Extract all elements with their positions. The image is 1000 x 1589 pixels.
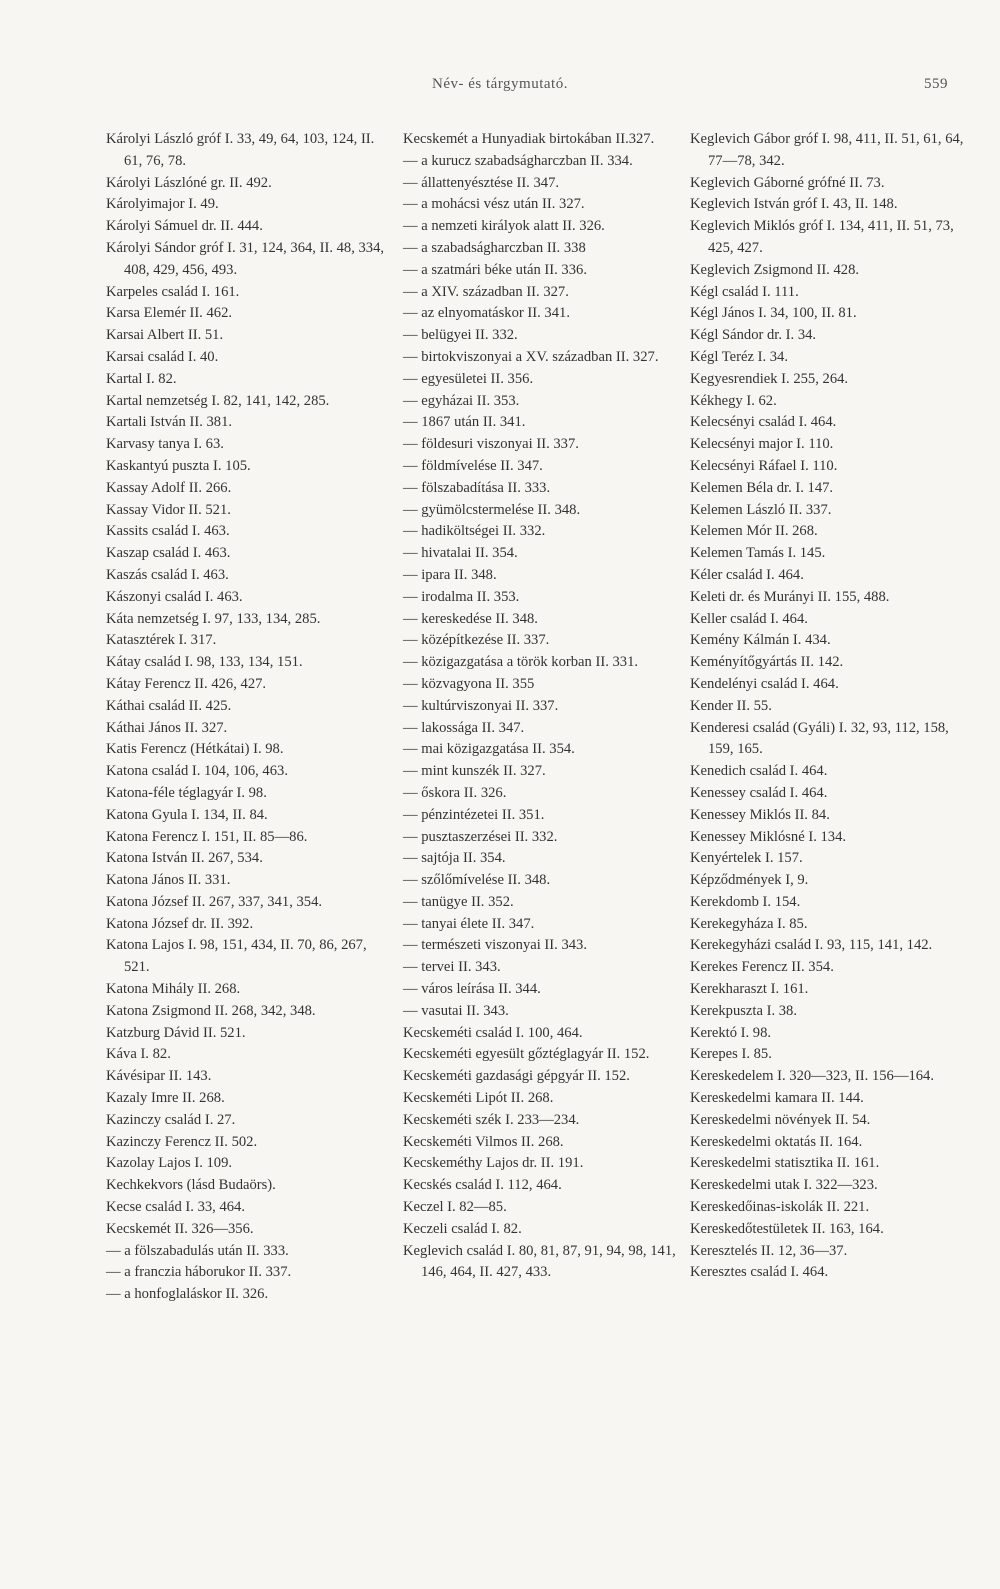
- index-entry: — hivatalai II. 354.: [403, 545, 518, 562]
- index-entry: Káta nemzetség I. 97, 133, 134, 285.: [106, 610, 321, 627]
- index-entry: Kenyértelek I. 157.: [690, 850, 803, 867]
- index-entry: Keglevich Gábor gróf I. 98, 411, II. 51, 61, 64, 77—78, 342.: [690, 131, 964, 169]
- index-entry: — mint kunszék II. 327.: [403, 763, 546, 780]
- index-entry: — őskora II. 326.: [403, 784, 507, 801]
- index-entry: Kecskeméti szék I. 233—234.: [403, 1111, 580, 1128]
- index-entry: Keglevich Miklós gróf I. 134, 411, II. 51, 73, 425, 427.: [690, 218, 954, 256]
- index-entry: Katona János II. 331.: [106, 872, 231, 889]
- index-entry: Kereskedőtestületek II. 163, 164.: [690, 1220, 884, 1237]
- index-column-right: [690, 129, 972, 1284]
- index-entry: Kecskeméti család I. 100, 464.: [403, 1024, 583, 1041]
- index-entry: Kendelényi család I. 464.: [690, 675, 839, 692]
- index-entry: Katona Zsigmond II. 268, 342, 348.: [106, 1002, 316, 1019]
- index-entry: Katona József II. 267, 337, 341, 354.: [106, 893, 323, 910]
- index-entry: Kerekpuszta I. 38.: [690, 1002, 797, 1019]
- index-entry: Kecskeméti egyesült gőztéglagyár II. 152.: [403, 1046, 650, 1063]
- index-entry: Képződmények I, 9.: [690, 872, 809, 889]
- index-entry: — földmívelése II. 347.: [403, 457, 543, 474]
- index-entry: Katona István II. 267, 534.: [106, 850, 263, 867]
- index-entry: Keller család I. 464.: [690, 610, 808, 627]
- index-entry: Kereskedelem I. 320—323, II. 156—164.: [690, 1068, 934, 1085]
- index-entry: Kászonyi család I. 463.: [106, 588, 243, 605]
- index-entry: — város leírása II. 344.: [403, 981, 541, 998]
- index-entry: Kelecsényi Ráfael I. 110.: [690, 457, 838, 474]
- index-entry: Katasztérek I. 317.: [106, 632, 217, 649]
- index-entry: — lakossága II. 347.: [403, 719, 525, 736]
- index-entry: Kelecsényi major I. 110.: [690, 436, 834, 453]
- index-entry: Karsa Elemér II. 462.: [106, 305, 233, 322]
- index-entry: — ipara II. 348.: [403, 566, 497, 583]
- index-entry: — tervei II. 343.: [403, 959, 501, 976]
- index-entry: — a franczia háborukor II. 337.: [106, 1264, 292, 1281]
- index-entry: Keczel I. 82—85.: [403, 1199, 507, 1216]
- index-entry: Kartali István II. 381.: [106, 414, 233, 431]
- index-entry: Kazolay Lajos I. 109.: [106, 1155, 233, 1172]
- index-entry: Kelemen Tamás I. 145.: [690, 545, 826, 562]
- index-entry: Kassay Vidor II. 521.: [106, 501, 231, 518]
- index-entry: Katona Mihály II. 268.: [106, 981, 241, 998]
- running-header-title: Név- és tárgymutató.: [432, 76, 568, 92]
- index-entry: Kaszás család I. 463.: [106, 566, 229, 583]
- index-entry: — az elnyomatáskor II. 341.: [403, 305, 570, 322]
- index-entry: Karsai család I. 40.: [106, 348, 219, 365]
- index-entry: — a XIV. században II. 327.: [403, 283, 569, 300]
- index-entry: — kereskedése II. 348.: [403, 610, 538, 627]
- index-entry: — középítkezése II. 337.: [403, 632, 550, 649]
- index-entry: Kereskedelmi statisztika II. 161.: [690, 1155, 880, 1172]
- index-entry: Kerekharaszt I. 161.: [690, 981, 809, 998]
- index-entry: Kégl család I. 111.: [690, 283, 799, 300]
- index-entry: — birtokviszonyai a XV. században II. 327.: [403, 348, 659, 365]
- index-entry: Kerektó I. 98.: [690, 1024, 772, 1041]
- index-column-middle: [403, 129, 685, 1284]
- index-entry: — hadiköltségei II. 332.: [403, 523, 546, 540]
- index-entry: Kecskemét II. 326—356.: [106, 1220, 254, 1237]
- index-entry: Kegyesrendiek I. 255, 264.: [690, 370, 849, 387]
- index-entry: Kelemen Béla dr. I. 147.: [690, 479, 834, 496]
- index-entry: Kelemen Mór II. 268.: [690, 523, 818, 540]
- index-entry: Katona Gyula I. 134, II. 84.: [106, 806, 268, 823]
- index-entry: Karpeles család I. 161.: [106, 283, 240, 300]
- index-entry: Kecskeméti Lipót II. 268.: [403, 1090, 554, 1107]
- index-entry: — belügyei II. 332.: [403, 327, 518, 344]
- index-entry: Katzburg Dávid II. 521.: [106, 1024, 246, 1041]
- index-entry: — gyümölcstermelése II. 348.: [403, 501, 581, 518]
- index-entry: — közvagyona II. 355: [403, 675, 535, 692]
- index-entry: Keresztes család I. 464.: [690, 1264, 829, 1281]
- index-entry: — állattenyésztése II. 347.: [403, 174, 560, 191]
- index-entry: — pusztaszerzései II. 332.: [403, 828, 558, 845]
- index-entry: Kazinczy család I. 27.: [106, 1111, 236, 1128]
- index-entry: — a fölszabadulás után II. 333.: [106, 1242, 289, 1259]
- index-entry: Katona család I. 104, 106, 463.: [106, 763, 288, 780]
- index-entry: Kenessey Miklósné I. 134.: [690, 828, 847, 845]
- index-entry: Káthai család II. 425.: [106, 697, 232, 714]
- index-entry: — szőlőmívelése II. 348.: [403, 872, 551, 889]
- index-entry: — a nemzeti királyok alatt II. 326.: [403, 218, 605, 235]
- index-entry: Kékhegy I. 62.: [690, 392, 777, 409]
- index-entry: Kechkekvors (lásd Budaörs).: [106, 1177, 276, 1194]
- index-entry: Kávésipar II. 143.: [106, 1068, 212, 1085]
- index-entry: Kaszap család I. 463.: [106, 545, 231, 562]
- index-entry: Katona Lajos I. 98, 151, 434, II. 70, 86, 267, 521.: [106, 937, 367, 976]
- index-entry: Kerekegyháza I. 85.: [690, 915, 808, 932]
- index-entry: Keglevich István gróf I. 43, II. 148.: [690, 196, 898, 213]
- index-entry: Katona József dr. II. 392.: [106, 915, 254, 932]
- index-entry: Kerekegyházi család I. 93, 115, 141, 142.: [690, 937, 933, 954]
- index-entry: — természeti viszonyai II. 343.: [403, 937, 587, 954]
- index-entry: — a mohácsi vész után II. 327.: [403, 196, 585, 213]
- index-entry: Keleti dr. és Murányi II. 155, 488.: [690, 588, 890, 605]
- index-entry: Katis Ferencz (Hétkátai) I. 98.: [106, 741, 284, 758]
- index-entry: Káva I. 82.: [106, 1046, 171, 1063]
- index-entry: Kereskedőinas-iskolák II. 221.: [690, 1199, 870, 1216]
- index-entry: Kenderesi család (Gyáli) I. 32, 93, 112, 158, 159, 165.: [690, 719, 949, 758]
- index-entry: — a szatmári béke után II. 336.: [403, 261, 587, 278]
- index-entry: Kerekes Ferencz II. 354.: [690, 959, 834, 976]
- index-entry: — sajtója II. 354.: [403, 850, 506, 867]
- index-entry: Kerepes I. 85.: [690, 1046, 772, 1063]
- index-entry: Kassay Adolf II. 266.: [106, 479, 232, 496]
- index-entry: Kassits család I. 463.: [106, 523, 230, 540]
- index-entry: — mai közigazgatása II. 354.: [403, 741, 575, 758]
- index-entry: Kartal I. 82.: [106, 370, 177, 387]
- page-number: 559: [924, 76, 948, 92]
- index-entry: Kátay család I. 98, 133, 134, 151.: [106, 654, 303, 671]
- index-entry: Keglevich Gáborné grófné II. 73.: [690, 174, 885, 191]
- index-entry: Kecse család I. 33, 464.: [106, 1199, 245, 1216]
- index-entry: — a szabadságharczban II. 338: [403, 239, 586, 256]
- index-entry: — vasutai II. 343.: [403, 1002, 509, 1019]
- index-entry: Kecskeméthy Lajos dr. II. 191.: [403, 1155, 584, 1172]
- index-entry: — a honfoglaláskor II. 326.: [106, 1286, 269, 1303]
- index-entry: Kégl Sándor dr. I. 34.: [690, 327, 817, 344]
- index-entry: — tanyai élete II. 347.: [403, 915, 535, 932]
- index-entry: Károlyi Sándor gróf I. 31, 124, 364, II. 48, 334, 408, 429, 456, 493.: [106, 239, 385, 278]
- index-entry: Károlyi László gróf I. 33, 49, 64, 103, 124, II. 61, 76, 78.: [106, 131, 375, 169]
- index-entry: — fölszabadítása II. 333.: [403, 479, 551, 496]
- index-entry: — tanügye II. 352.: [403, 893, 514, 910]
- index-entry: Károlyimajor I. 49.: [106, 196, 219, 213]
- index-entry: Kereskedelmi utak I. 322—323.: [690, 1177, 878, 1194]
- index-entry: — kultúrviszonyai II. 337.: [403, 697, 559, 714]
- index-entry: Kereskedelmi növények II. 54.: [690, 1111, 871, 1128]
- index-entry: — irodalma II. 353.: [403, 588, 520, 605]
- index-entry: Karsai Albert II. 51.: [106, 327, 224, 344]
- index-entry: Kelemen László II. 337.: [690, 501, 832, 518]
- index-entry: Kéler család I. 464.: [690, 566, 804, 583]
- index-entry: Kégl Teréz I. 34.: [690, 348, 788, 365]
- index-entry: Keményítőgyártás II. 142.: [690, 654, 844, 671]
- index-entry: Kelecsényi család I. 464.: [690, 414, 837, 431]
- index-entry: Kenessey család I. 464.: [690, 784, 828, 801]
- index-entry: — 1867 után II. 341.: [403, 414, 526, 431]
- index-entry: Kereskedelmi kamara II. 144.: [690, 1090, 864, 1107]
- index-entry: — földesuri viszonyai II. 337.: [403, 436, 579, 453]
- index-entry: Kazinczy Ferencz II. 502.: [106, 1133, 258, 1150]
- index-entry: — egyházai II. 353.: [403, 392, 520, 409]
- index-entry: — a kurucz szabadságharczban II. 334.: [403, 152, 633, 169]
- index-entry: Károlyi Lászlóné gr. II. 492.: [106, 174, 272, 191]
- index-entry: Keglevich család I. 80, 81, 87, 91, 94, 98, 141, 146, 464, II. 427, 433.: [403, 1242, 676, 1281]
- index-entry: Kemény Kálmán I. 434.: [690, 632, 831, 649]
- index-entry: Kazaly Imre II. 268.: [106, 1090, 225, 1107]
- index-entry: Karvasy tanya I. 63.: [106, 436, 224, 453]
- index-entry: Kégl János I. 34, 100, II. 81.: [690, 305, 857, 322]
- index-entry: — közigazgatása a török korban II. 331.: [403, 654, 639, 671]
- index-entry: Kender II. 55.: [690, 697, 772, 714]
- index-entry: — egyesületei II. 356.: [403, 370, 534, 387]
- index-entry: Keczeli család I. 82.: [403, 1220, 522, 1237]
- index-entry: Keglevich Zsigmond II. 428.: [690, 261, 860, 278]
- index-entry: Káthai János II. 327.: [106, 719, 228, 736]
- index-entry: Kartal nemzetség I. 82, 141, 142, 285.: [106, 392, 330, 409]
- index-entry: Kátay Ferencz II. 426, 427.: [106, 675, 267, 692]
- index-entry: Kerekdomb I. 154.: [690, 893, 801, 910]
- index-entry: Katona-féle téglagyár I. 98.: [106, 784, 267, 801]
- index-entry: Kenessey Miklós II. 84.: [690, 806, 830, 823]
- index-entry: Kecskemét a Hunyadiak birtokában II.327.: [403, 131, 655, 147]
- index-entry: Katona Ferencz I. 151, II. 85—86.: [106, 828, 308, 845]
- index-entry: Kereskedelmi oktatás II. 164.: [690, 1133, 863, 1150]
- index-entry: Kecskeméti gazdasági gépgyár II. 152.: [403, 1068, 630, 1085]
- index-entry: Keresztelés II. 12, 36—37.: [690, 1242, 848, 1259]
- index-entry: Kecskeméti Vilmos II. 268.: [403, 1133, 564, 1150]
- index-entry: — pénzintézetei II. 351.: [403, 806, 545, 823]
- index-entry: Kenedich család I. 464.: [690, 763, 828, 780]
- index-entry: Károlyi Sámuel dr. II. 444.: [106, 218, 263, 235]
- index-column-left: [106, 129, 388, 1306]
- index-entry: Kaskantyú puszta I. 105.: [106, 457, 251, 474]
- index-entry: Kecskés család I. 112, 464.: [403, 1177, 562, 1194]
